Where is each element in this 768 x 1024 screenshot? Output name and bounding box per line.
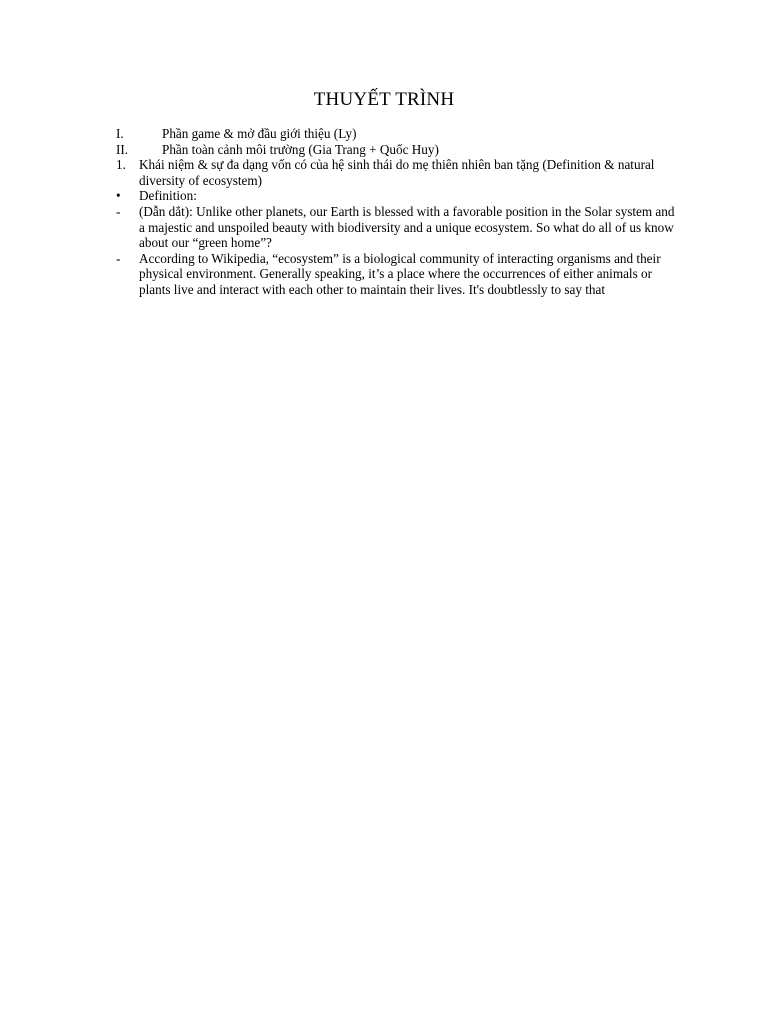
document-body [116, 126, 676, 298]
section-item [116, 126, 676, 142]
bullet-marker: • [116, 188, 121, 204]
list-item-text: Khái niệm & sự đa dạng vốn có của hệ sinh thái do mẹ thiên nhiên ban tặng (Definition & natural diversity of ecosystem) [139, 157, 655, 188]
list-item-text: Phần toàn cảnh môi trường (Gia Trang + Quốc Huy) [162, 141, 439, 157]
list-item-text: Phần game & mở đầu giới thiệu (Ly) [162, 126, 357, 141]
dash-item [116, 204, 676, 251]
list-item-text: Definition: [139, 188, 197, 204]
numbered-item [116, 157, 676, 188]
list-item-text: (Dẫn dắt): Unlike other planets, our Earth is blessed with a favorable position in the Solar system and a majestic and unspoiled beauty with biodiversity and a unique ecosystem. So what do all of us know about our “green home”? [139, 203, 675, 251]
list-item-text: According to Wikipedia, “ecosystem” is a biological community of interacting organisms and their physical environment. Generally speaking, it’s a place where the occurrences of either animals or plants live and interact with each other to maintain their lives. It's doubtlessly to say that [139, 250, 661, 297]
dash-item [116, 251, 676, 298]
dash-marker: - [116, 203, 121, 219]
list-marker: II. [116, 141, 129, 157]
section-item [116, 142, 676, 158]
dash-marker: - [116, 250, 121, 266]
document-title: THUYẾT TRÌNH [313, 89, 455, 110]
list-marker: 1. [116, 157, 126, 173]
bullet-item [116, 188, 676, 204]
list-marker: I. [116, 126, 124, 141]
